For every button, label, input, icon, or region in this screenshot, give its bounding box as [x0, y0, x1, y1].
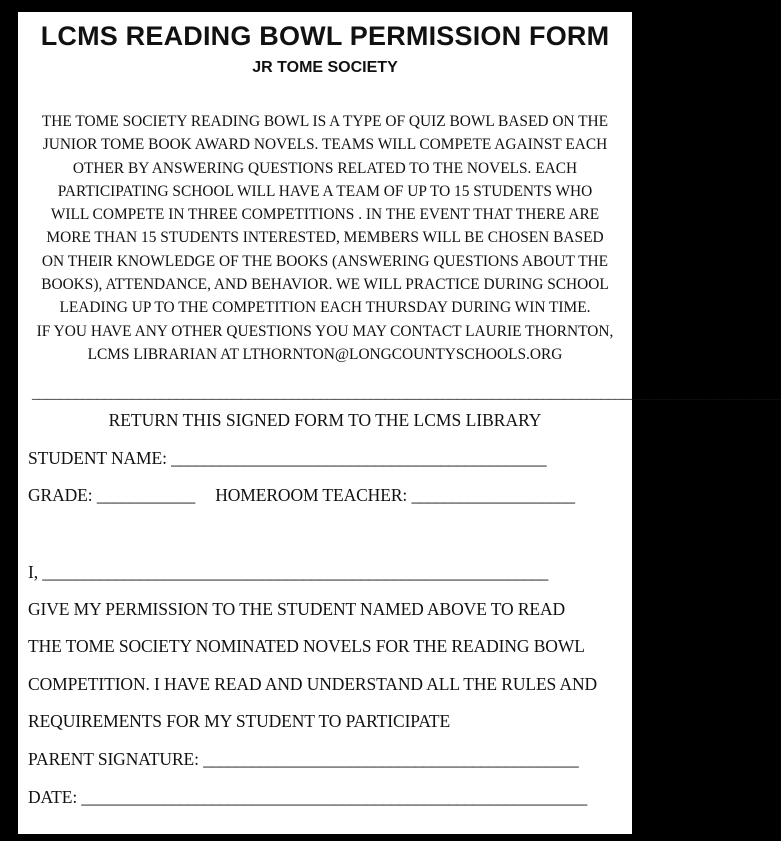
cut-line-separator: ________________________________________________________________________________________________________: [32, 386, 781, 402]
permission-line: COMPETITION. I HAVE READ AND UNDERSTAND ALL THE RULES AND: [28, 674, 598, 694]
student-name-row: [28, 448, 546, 469]
date-row: [28, 787, 587, 808]
permission-line: REQUIREMENTS FOR MY STUDENT TO PARTICIPATE: [28, 711, 451, 731]
homeroom-teacher-label: HOMEROOM TEACHER:: [215, 485, 408, 505]
guardian-name-row: [28, 562, 548, 583]
guardian-name-label: I,: [28, 562, 39, 582]
intro-line: OTHER BY ANSWERING QUESTIONS RELATED TO THE NOVELS. EACH: [72, 159, 578, 177]
form-title: LCMS READING BOWL PERMISSION FORM: [40, 21, 610, 51]
intro-line: LCMS LIBRARIAN AT LTHORNTON@LONGCOUNTYSCHOOLS.ORG: [87, 345, 563, 363]
permission-line: GIVE MY PERMISSION TO THE STUDENT NAMED ABOVE TO READ: [28, 599, 566, 619]
intro-line: LEADING UP TO THE COMPETITION EACH THURSDAY DURING WIN TIME.: [59, 299, 591, 317]
intro-line: JUNIOR TOME BOOK AWARD NOVELS. TEAMS WILL COMPETE AGAINST EACH: [42, 136, 608, 154]
intro-line: BOOKS), ATTENDANCE, AND BEHAVIOR. WE WILL PRACTICE DURING SCHOOL: [41, 276, 609, 294]
form-subtitle: JR TOME SOCIETY: [252, 59, 398, 76]
parent-signature-label: PARENT SIGNATURE:: [28, 749, 199, 769]
grade-field[interactable]: ____________: [96, 485, 195, 505]
intro-line: IF YOU HAVE ANY OTHER QUESTIONS YOU MAY CONTACT LAURIE THORNTON,: [36, 322, 614, 340]
parent-signature-row: [28, 749, 578, 770]
intro-line: ON THEIR KNOWLEDGE OF THE BOOKS (ANSWERING QUESTIONS ABOUT THE: [41, 252, 609, 270]
student-name-label: STUDENT NAME:: [28, 448, 167, 468]
student-name-field[interactable]: ______________________________________________: [171, 448, 547, 468]
guardian-name-field[interactable]: ______________________________________________________________: [42, 562, 548, 582]
homeroom-teacher-field[interactable]: ____________________: [411, 485, 575, 505]
intro-line: MORE THAN 15 STUDENTS INTERESTED, MEMBERS WILL BE CHOSEN BASED: [46, 229, 604, 247]
grade-homeroom-row: [28, 485, 574, 506]
date-field[interactable]: ______________________________________________________________: [81, 787, 587, 807]
parent-signature-field[interactable]: ______________________________________________: [203, 749, 579, 769]
grade-label: GRADE:: [28, 485, 93, 505]
intro-paragraph: [24, 110, 626, 366]
intro-line: PARTICIPATING SCHOOL WILL HAVE A TEAM OF UP TO 15 STUDENTS WHO: [57, 182, 593, 200]
intro-line: WILL COMPETE IN THREE COMPETITIONS . IN THE EVENT THAT THERE ARE: [50, 206, 600, 224]
intro-line: THE TOME SOCIETY READING BOWL IS A TYPE OF QUIZ BOWL BASED ON THE: [41, 113, 609, 130]
return-instruction: RETURN THIS SIGNED FORM TO THE LCMS LIBRARY: [108, 410, 542, 430]
permission-form-page: [18, 12, 781, 834]
date-label: DATE:: [28, 787, 78, 807]
permission-line: THE TOME SOCIETY NOMINATED NOVELS FOR THE READING BOWL: [28, 636, 585, 656]
